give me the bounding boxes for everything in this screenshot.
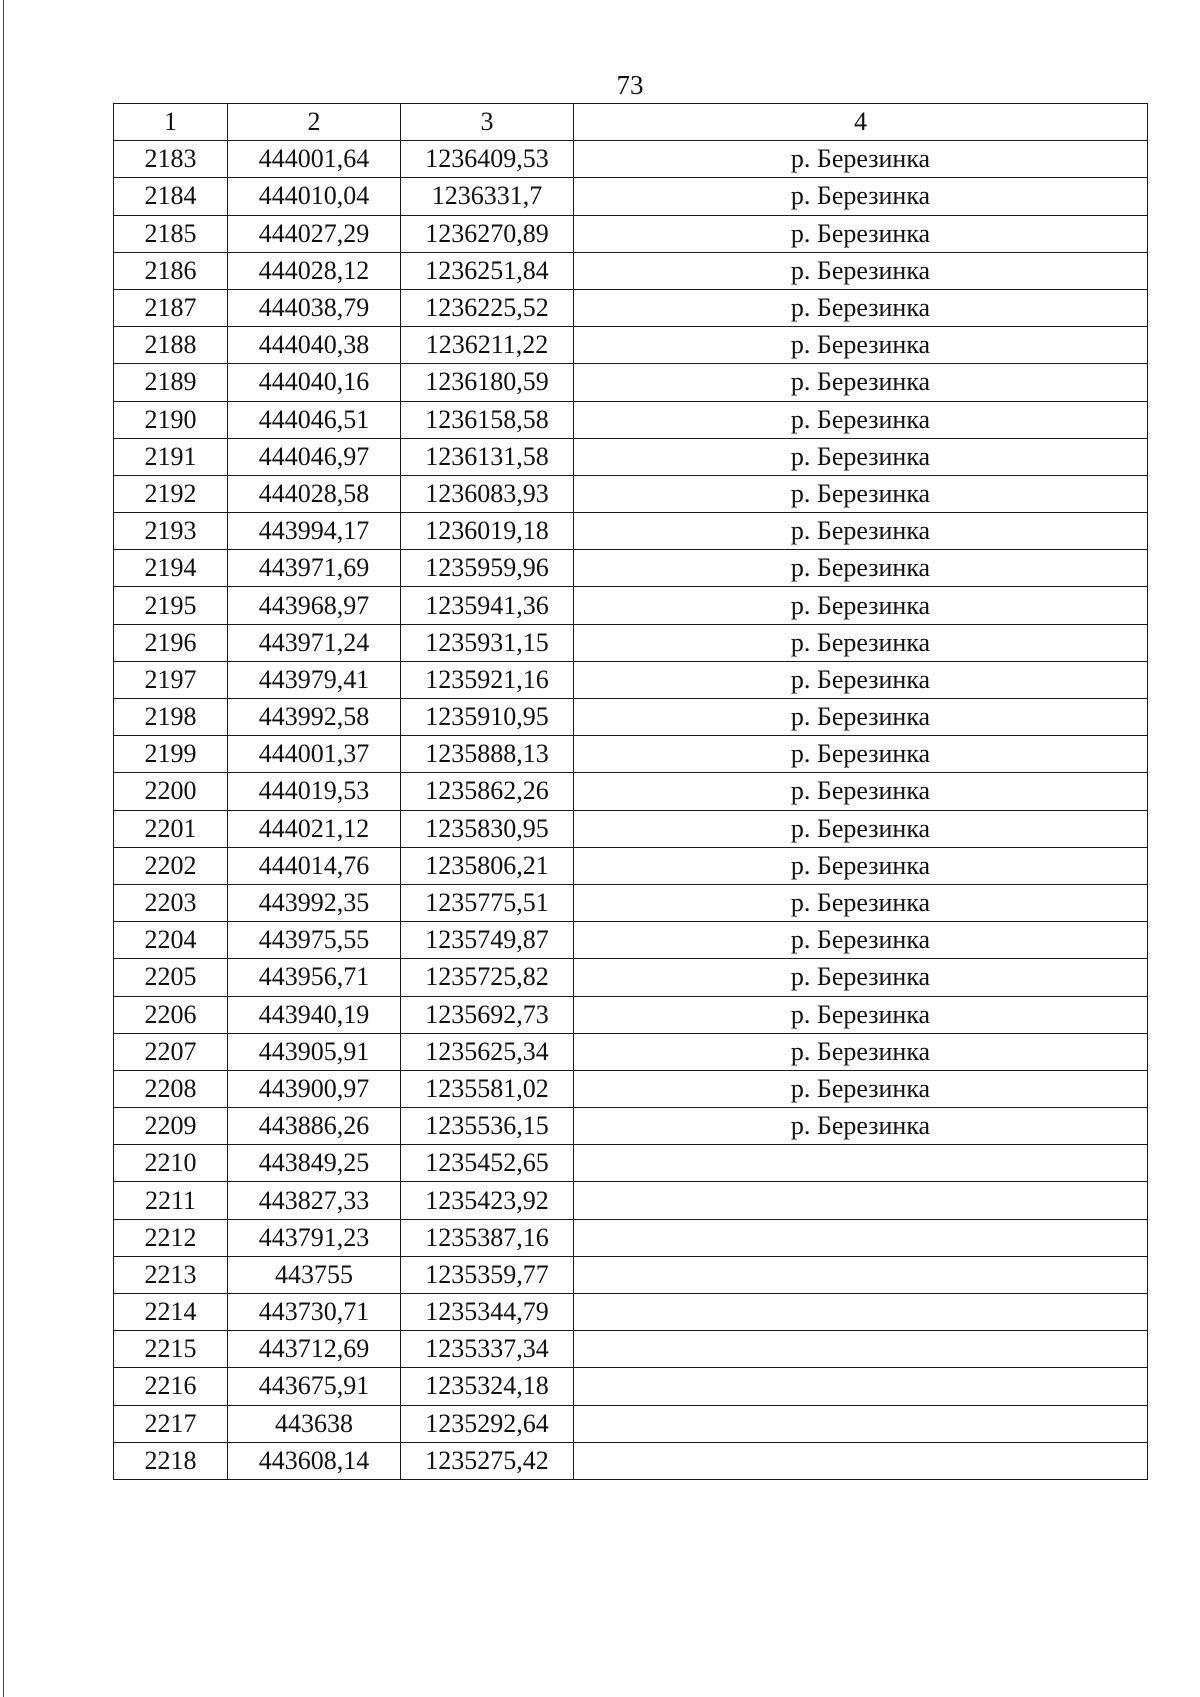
table-row (114, 773, 1148, 810)
x-coordinate-cell: 443608,14 (228, 1442, 401, 1479)
description-cell (574, 1256, 1148, 1293)
x-coordinate-cell: 443956,71 (228, 959, 401, 996)
table-row (114, 810, 1148, 847)
point-number-cell: 2210 (114, 1145, 228, 1182)
y-coordinate-cell: 1235775,51 (401, 884, 574, 921)
point-number-cell: 2191 (114, 438, 228, 475)
y-coordinate-cell: 1235921,16 (401, 661, 574, 698)
y-coordinate-cell: 1236251,84 (401, 252, 574, 289)
point-number-cell: 2206 (114, 996, 228, 1033)
x-coordinate-cell: 443979,41 (228, 661, 401, 698)
table-header-row (114, 104, 1148, 141)
x-coordinate-cell: 444040,16 (228, 364, 401, 401)
y-coordinate-cell: 1236331,7 (401, 178, 574, 215)
table-row (114, 513, 1148, 550)
y-coordinate-cell: 1235452,65 (401, 1145, 574, 1182)
x-coordinate-cell: 443638 (228, 1405, 401, 1442)
x-coordinate-cell: 444046,97 (228, 438, 401, 475)
y-coordinate-cell: 1235625,34 (401, 1033, 574, 1070)
table-body (114, 104, 1148, 1480)
description-cell: р. Березинка (574, 736, 1148, 773)
y-coordinate-cell: 1236019,18 (401, 513, 574, 550)
point-number-cell: 2204 (114, 922, 228, 959)
point-number-cell: 2201 (114, 810, 228, 847)
x-coordinate-cell: 444046,51 (228, 401, 401, 438)
table-row (114, 1331, 1148, 1368)
table-row (114, 252, 1148, 289)
point-number-cell: 2218 (114, 1442, 228, 1479)
header-cell-2: 2 (228, 104, 401, 141)
point-number-cell: 2214 (114, 1294, 228, 1331)
x-coordinate-cell: 444040,38 (228, 327, 401, 364)
description-cell: р. Березинка (574, 1033, 1148, 1070)
description-cell (574, 1145, 1148, 1182)
table-row (114, 178, 1148, 215)
description-cell: р. Березинка (574, 624, 1148, 661)
point-number-cell: 2213 (114, 1256, 228, 1293)
x-coordinate-cell: 443886,26 (228, 1108, 401, 1145)
table-row (114, 699, 1148, 736)
x-coordinate-cell: 444014,76 (228, 847, 401, 884)
description-cell: р. Березинка (574, 252, 1148, 289)
y-coordinate-cell: 1236211,22 (401, 327, 574, 364)
description-cell: р. Березинка (574, 178, 1148, 215)
x-coordinate-cell: 443994,17 (228, 513, 401, 550)
description-cell: р. Березинка (574, 996, 1148, 1033)
table-row (114, 1405, 1148, 1442)
point-number-cell: 2217 (114, 1405, 228, 1442)
point-number-cell: 2209 (114, 1108, 228, 1145)
y-coordinate-cell: 1236409,53 (401, 141, 574, 178)
table-row (114, 847, 1148, 884)
table-row (114, 1033, 1148, 1070)
y-coordinate-cell: 1236270,89 (401, 215, 574, 252)
y-coordinate-cell: 1236180,59 (401, 364, 574, 401)
x-coordinate-cell: 444010,04 (228, 178, 401, 215)
y-coordinate-cell: 1235359,77 (401, 1256, 574, 1293)
y-coordinate-cell: 1235830,95 (401, 810, 574, 847)
table-row (114, 922, 1148, 959)
table-row (114, 996, 1148, 1033)
x-coordinate-cell: 443849,25 (228, 1145, 401, 1182)
description-cell: р. Березинка (574, 699, 1148, 736)
table-row (114, 1368, 1148, 1405)
table-row (114, 550, 1148, 587)
description-cell (574, 1219, 1148, 1256)
table-row (114, 215, 1148, 252)
y-coordinate-cell: 1236158,58 (401, 401, 574, 438)
table-row (114, 1294, 1148, 1331)
description-cell: р. Березинка (574, 401, 1148, 438)
point-number-cell: 2215 (114, 1331, 228, 1368)
point-number-cell: 2196 (114, 624, 228, 661)
table-row (114, 401, 1148, 438)
x-coordinate-cell: 443755 (228, 1256, 401, 1293)
description-cell (574, 1294, 1148, 1331)
y-coordinate-cell: 1235941,36 (401, 587, 574, 624)
y-coordinate-cell: 1235387,16 (401, 1219, 574, 1256)
y-coordinate-cell: 1235959,96 (401, 550, 574, 587)
y-coordinate-cell: 1235581,02 (401, 1070, 574, 1107)
table-row (114, 587, 1148, 624)
x-coordinate-cell: 443992,58 (228, 699, 401, 736)
point-number-cell: 2202 (114, 847, 228, 884)
point-number-cell: 2207 (114, 1033, 228, 1070)
table-row (114, 624, 1148, 661)
y-coordinate-cell: 1235806,21 (401, 847, 574, 884)
table-row (114, 1070, 1148, 1107)
point-number-cell: 2194 (114, 550, 228, 587)
table-row (114, 959, 1148, 996)
header-cell-3: 3 (401, 104, 574, 141)
description-cell: р. Березинка (574, 215, 1148, 252)
point-number-cell: 2190 (114, 401, 228, 438)
y-coordinate-cell: 1235888,13 (401, 736, 574, 773)
page-number: 73 (616, 70, 644, 100)
y-coordinate-cell: 1235292,64 (401, 1405, 574, 1442)
x-coordinate-cell: 443968,97 (228, 587, 401, 624)
description-cell (574, 1182, 1148, 1219)
description-cell: р. Березинка (574, 327, 1148, 364)
point-number-cell: 2212 (114, 1219, 228, 1256)
description-cell (574, 1331, 1148, 1368)
point-number-cell: 2203 (114, 884, 228, 921)
table-row (114, 736, 1148, 773)
table-row (114, 1145, 1148, 1182)
x-coordinate-cell: 443971,24 (228, 624, 401, 661)
description-cell: р. Березинка (574, 922, 1148, 959)
y-coordinate-cell: 1235910,95 (401, 699, 574, 736)
description-cell: р. Березинка (574, 773, 1148, 810)
x-coordinate-cell: 443900,97 (228, 1070, 401, 1107)
y-coordinate-cell: 1236083,93 (401, 475, 574, 512)
table-row (114, 1108, 1148, 1145)
description-cell: р. Березинка (574, 364, 1148, 401)
description-cell: р. Березинка (574, 550, 1148, 587)
description-cell: р. Березинка (574, 1070, 1148, 1107)
table-row (114, 1256, 1148, 1293)
table-row (114, 438, 1148, 475)
x-coordinate-cell: 443975,55 (228, 922, 401, 959)
x-coordinate-cell: 444038,79 (228, 289, 401, 326)
description-cell: р. Березинка (574, 141, 1148, 178)
table-row (114, 364, 1148, 401)
x-coordinate-cell: 444021,12 (228, 810, 401, 847)
x-coordinate-cell: 443905,91 (228, 1033, 401, 1070)
point-number-cell: 2192 (114, 475, 228, 512)
table-row (114, 327, 1148, 364)
table-row (114, 884, 1148, 921)
x-coordinate-cell: 444001,64 (228, 141, 401, 178)
point-number-cell: 2205 (114, 959, 228, 996)
y-coordinate-cell: 1235324,18 (401, 1368, 574, 1405)
y-coordinate-cell: 1235725,82 (401, 959, 574, 996)
description-cell (574, 1368, 1148, 1405)
x-coordinate-cell: 444027,29 (228, 215, 401, 252)
point-number-cell: 2198 (114, 699, 228, 736)
description-cell: р. Березинка (574, 884, 1148, 921)
description-cell: р. Березинка (574, 810, 1148, 847)
table-row (114, 141, 1148, 178)
x-coordinate-cell: 444028,58 (228, 475, 401, 512)
table-row (114, 1219, 1148, 1256)
y-coordinate-cell: 1235423,92 (401, 1182, 574, 1219)
description-cell: р. Березинка (574, 661, 1148, 698)
point-number-cell: 2216 (114, 1368, 228, 1405)
description-cell: р. Березинка (574, 475, 1148, 512)
description-cell: р. Березинка (574, 587, 1148, 624)
y-coordinate-cell: 1236131,58 (401, 438, 574, 475)
x-coordinate-cell: 443971,69 (228, 550, 401, 587)
point-number-cell: 2199 (114, 736, 228, 773)
description-cell (574, 1442, 1148, 1479)
table-row (114, 661, 1148, 698)
point-number-cell: 2189 (114, 364, 228, 401)
description-cell: р. Березинка (574, 513, 1148, 550)
x-coordinate-cell: 443940,19 (228, 996, 401, 1033)
x-coordinate-cell: 443675,91 (228, 1368, 401, 1405)
point-number-cell: 2197 (114, 661, 228, 698)
table-row (114, 1442, 1148, 1479)
x-coordinate-cell: 443827,33 (228, 1182, 401, 1219)
point-number-cell: 2186 (114, 252, 228, 289)
y-coordinate-cell: 1235337,34 (401, 1331, 574, 1368)
y-coordinate-cell: 1235931,15 (401, 624, 574, 661)
description-cell: р. Березинка (574, 1108, 1148, 1145)
y-coordinate-cell: 1235344,79 (401, 1294, 574, 1331)
y-coordinate-cell: 1235749,87 (401, 922, 574, 959)
point-number-cell: 2184 (114, 178, 228, 215)
point-number-cell: 2193 (114, 513, 228, 550)
x-coordinate-cell: 444001,37 (228, 736, 401, 773)
description-cell: р. Березинка (574, 847, 1148, 884)
description-cell: р. Березинка (574, 438, 1148, 475)
point-number-cell: 2200 (114, 773, 228, 810)
point-number-cell: 2195 (114, 587, 228, 624)
x-coordinate-cell: 444019,53 (228, 773, 401, 810)
description-cell: р. Березинка (574, 959, 1148, 996)
point-number-cell: 2208 (114, 1070, 228, 1107)
table-row (114, 475, 1148, 512)
y-coordinate-cell: 1235536,15 (401, 1108, 574, 1145)
y-coordinate-cell: 1235275,42 (401, 1442, 574, 1479)
point-number-cell: 2187 (114, 289, 228, 326)
table-row (114, 289, 1148, 326)
y-coordinate-cell: 1236225,52 (401, 289, 574, 326)
header-cell-4: 4 (574, 104, 1148, 141)
y-coordinate-cell: 1235862,26 (401, 773, 574, 810)
point-number-cell: 2183 (114, 141, 228, 178)
description-cell: р. Березинка (574, 289, 1148, 326)
point-number-cell: 2188 (114, 327, 228, 364)
x-coordinate-cell: 443791,23 (228, 1219, 401, 1256)
page-edge-line (3, 0, 4, 1697)
x-coordinate-cell: 443730,71 (228, 1294, 401, 1331)
y-coordinate-cell: 1235692,73 (401, 996, 574, 1033)
table-row (114, 1182, 1148, 1219)
point-number-cell: 2185 (114, 215, 228, 252)
x-coordinate-cell: 443992,35 (228, 884, 401, 921)
x-coordinate-cell: 444028,12 (228, 252, 401, 289)
x-coordinate-cell: 443712,69 (228, 1331, 401, 1368)
header-cell-1: 1 (114, 104, 228, 141)
description-cell (574, 1405, 1148, 1442)
coordinates-table (113, 103, 1148, 1480)
point-number-cell: 2211 (114, 1182, 228, 1219)
